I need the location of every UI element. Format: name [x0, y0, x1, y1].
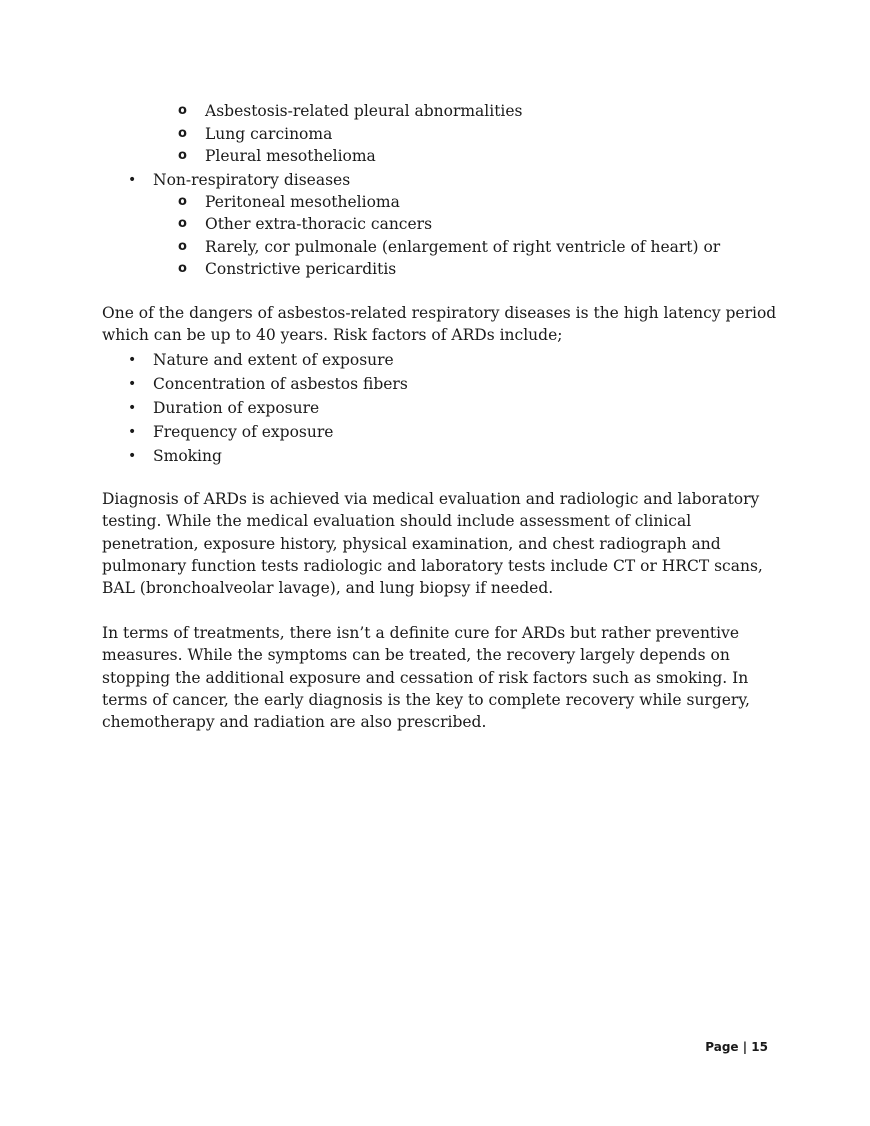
latency-paragraph: One of the dangers of asbestos-related respiratory diseases is the high latency period which can be up to 40 years. Risk factors of ARDs include; — [102, 304, 777, 345]
page-number: Page | 15 — [705, 1040, 768, 1054]
treatment-paragraph: In terms of treatments, there isn’t a definite cure for ARDs but rather preventive measures. While the symptoms can be treated, the recovery largely depends on stopping the additional exposure and cessation of risk factors such as smoking. In terms of cancer, the early diagnosis is the key to complete recovery while surgery, chemotherapy and radiation are also prescribed. — [102, 624, 750, 732]
sub-bullet-marker: o — [178, 126, 187, 141]
sub-bullet-marker: o — [178, 194, 187, 209]
list-item: Non-respiratory diseases — [153, 171, 351, 189]
sub-bullet-marker: o — [178, 261, 187, 276]
list-item: Lung carcinoma — [205, 125, 333, 143]
sub-bullet-marker: o — [178, 103, 187, 118]
list-item: Asbestosis-related pleural abnormalities — [205, 102, 523, 120]
bullet-marker: • — [128, 376, 137, 392]
list-item: Constrictive pericarditis — [205, 260, 397, 278]
risk-factor-item: Frequency of exposure — [153, 423, 334, 441]
bullet-marker: • — [128, 424, 137, 440]
diagnosis-paragraph: Diagnosis of ARDs is achieved via medical evaluation and radiologic and laboratory testing. While the medical evaluation should include assessment of clinical penetration, exposure history, physical examination, and chest radiograph and pulmonary function tests radiologic and laboratory tests include CT or HRCT scans, BAL (bronchoalveolar lavage), and lung biopsy if needed. — [102, 490, 763, 598]
bullet-marker: • — [128, 448, 137, 464]
sub-bullet-marker: o — [178, 148, 187, 163]
bullet-marker: • — [128, 400, 137, 416]
list-item: Other extra-thoracic cancers — [205, 215, 433, 233]
list-item: Rarely, cor pulmonale (enlargement of right ventricle of heart) or — [205, 238, 721, 256]
risk-factor-item: Nature and extent of exposure — [153, 351, 394, 369]
risk-factor-item: Smoking — [153, 447, 222, 465]
list-item: Peritoneal mesothelioma — [205, 193, 400, 211]
bullet-marker: • — [128, 172, 137, 188]
risk-factor-item: Duration of exposure — [153, 399, 320, 417]
list-item: Pleural mesothelioma — [205, 147, 376, 165]
sub-bullet-marker: o — [178, 216, 187, 231]
bullet-marker: • — [128, 352, 137, 368]
sub-bullet-marker: o — [178, 239, 187, 254]
risk-factor-item: Concentration of asbestos fibers — [153, 375, 408, 393]
